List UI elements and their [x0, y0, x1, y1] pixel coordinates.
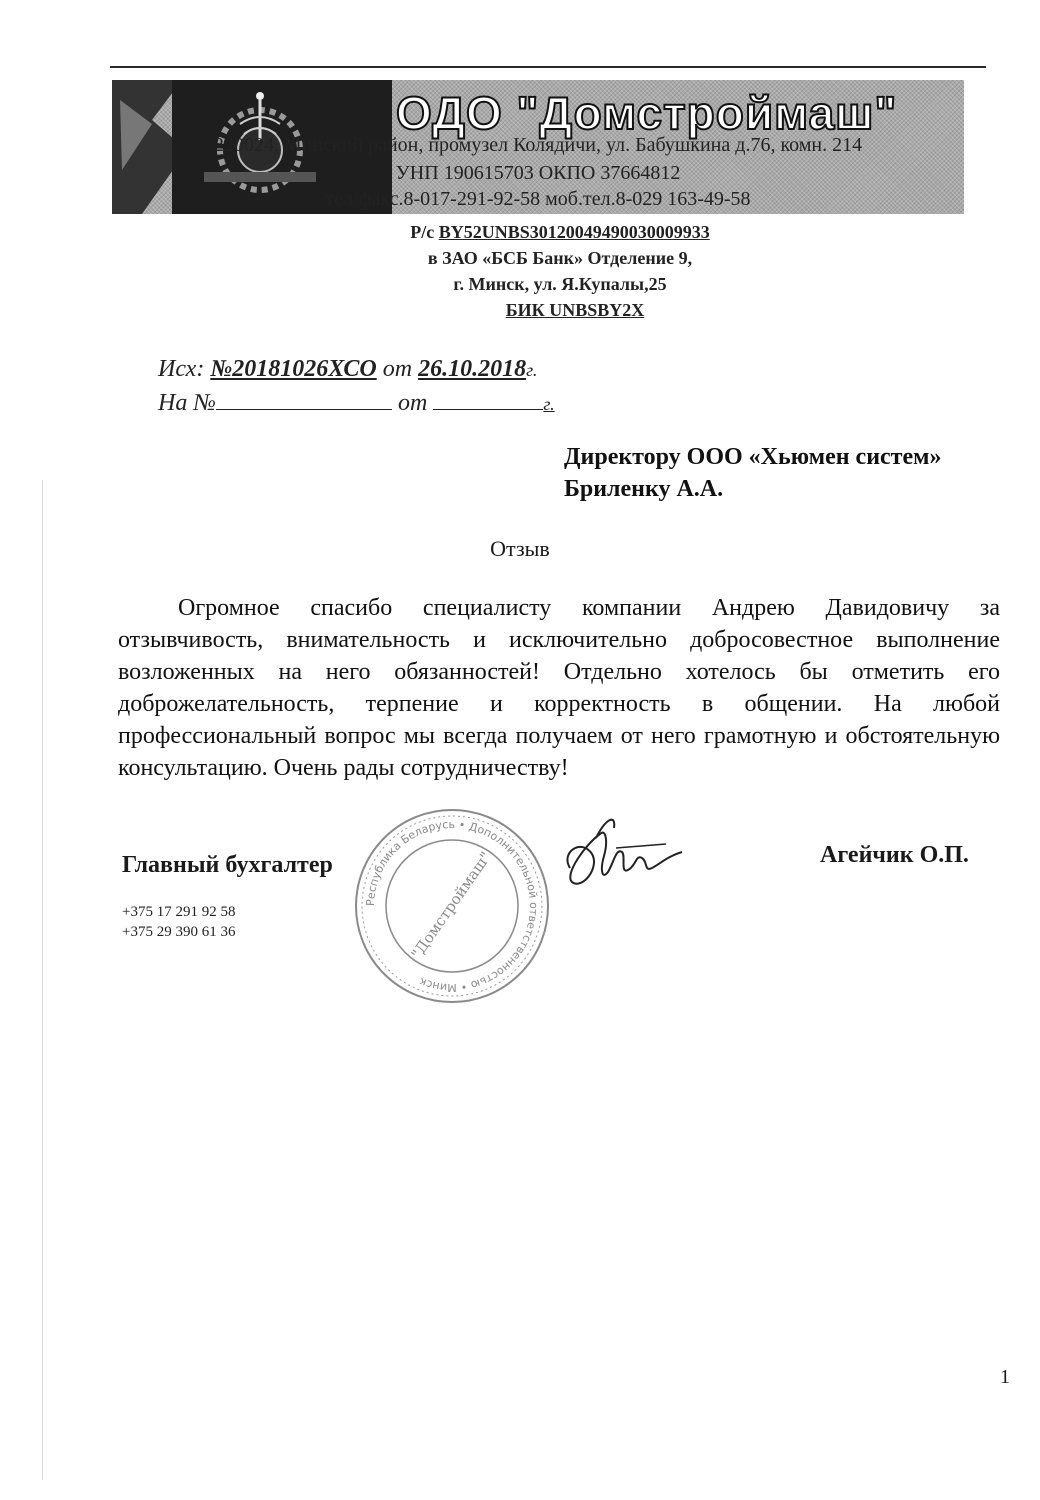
signer-phone-2: +375 29 390 61 36: [122, 924, 236, 940]
page-number: 1: [1000, 1366, 1010, 1388]
incoming-label: На №: [158, 390, 216, 416]
company-name: ОДО "Домстроймаш": [396, 87, 898, 139]
header-top-rule: [110, 66, 986, 68]
incoming-reference: [158, 390, 555, 417]
stamp-center-text: "Домстроймаш": [407, 848, 495, 963]
company-registration: УНП 190615703 ОКПО 37664812: [395, 162, 681, 184]
bank-account-prefix: Р/с: [410, 222, 439, 242]
company-stamp: [352, 806, 552, 1006]
outgoing-year-suffix: г.: [526, 360, 538, 380]
handwritten-signature: [556, 808, 692, 900]
signer-title: Главный бухгалтер: [122, 852, 333, 878]
stamp-ring-text: Республика Беларусь • Дополнительной ответственностью • Минск: [363, 817, 541, 995]
company-address: 220024, Минский район, промузел Колядичи, ул. Бабушкина д.76, комн. 214: [213, 134, 863, 156]
incoming-date-blank: [433, 391, 543, 410]
outgoing-reference: [158, 356, 537, 383]
outgoing-number: №20181026ХСО: [210, 356, 377, 382]
bank-bik: БИК UNBSBY2X: [505, 300, 645, 320]
document-title: Отзыв: [490, 536, 550, 561]
incoming-year-suffix: г.: [543, 394, 555, 414]
bank-account-number: BY52UNBS30120049490030009933: [438, 222, 710, 242]
signer-name: Агейчик О.П.: [820, 842, 969, 868]
outgoing-label: Исх:: [158, 356, 211, 382]
signer-phone-1: +375 17 291 92 58: [122, 904, 236, 920]
outgoing-date: 26.10.2018: [418, 356, 527, 382]
incoming-number-blank: [216, 391, 392, 410]
outgoing-date-label: от: [376, 356, 419, 382]
scan-edge-line: [42, 480, 43, 1480]
bank-account: [280, 222, 840, 243]
bank-address: г. Минск, ул. Я.Купалы,25: [453, 274, 667, 294]
bank-name: в ЗАО «БСБ Банк» Отделение 9,: [427, 248, 693, 268]
addressee-position: Директору ООО «Хьюмен систем»: [564, 444, 942, 470]
letter-body: Огромное спасибо специалисту компании Андрею Давидовичу за отзывчивость, внимательность и исключительно добросовестное выполнение возложенных на него обязанностей! Отдельно хотелось бы отметить его доброжелательность, терпение и корректность в общении. На любой профессиональный вопрос мы всегда получаем от него грамотную и обстоятельную консультацию. Очень рады сотрудничеству!: [118, 595, 1000, 781]
addressee-name: Бриленку А.А.: [564, 476, 724, 502]
company-phones: тел/факс.8-017-291-92-58 моб.тел.8-029 163-49-58: [325, 188, 751, 210]
incoming-date-label: от: [391, 390, 434, 416]
